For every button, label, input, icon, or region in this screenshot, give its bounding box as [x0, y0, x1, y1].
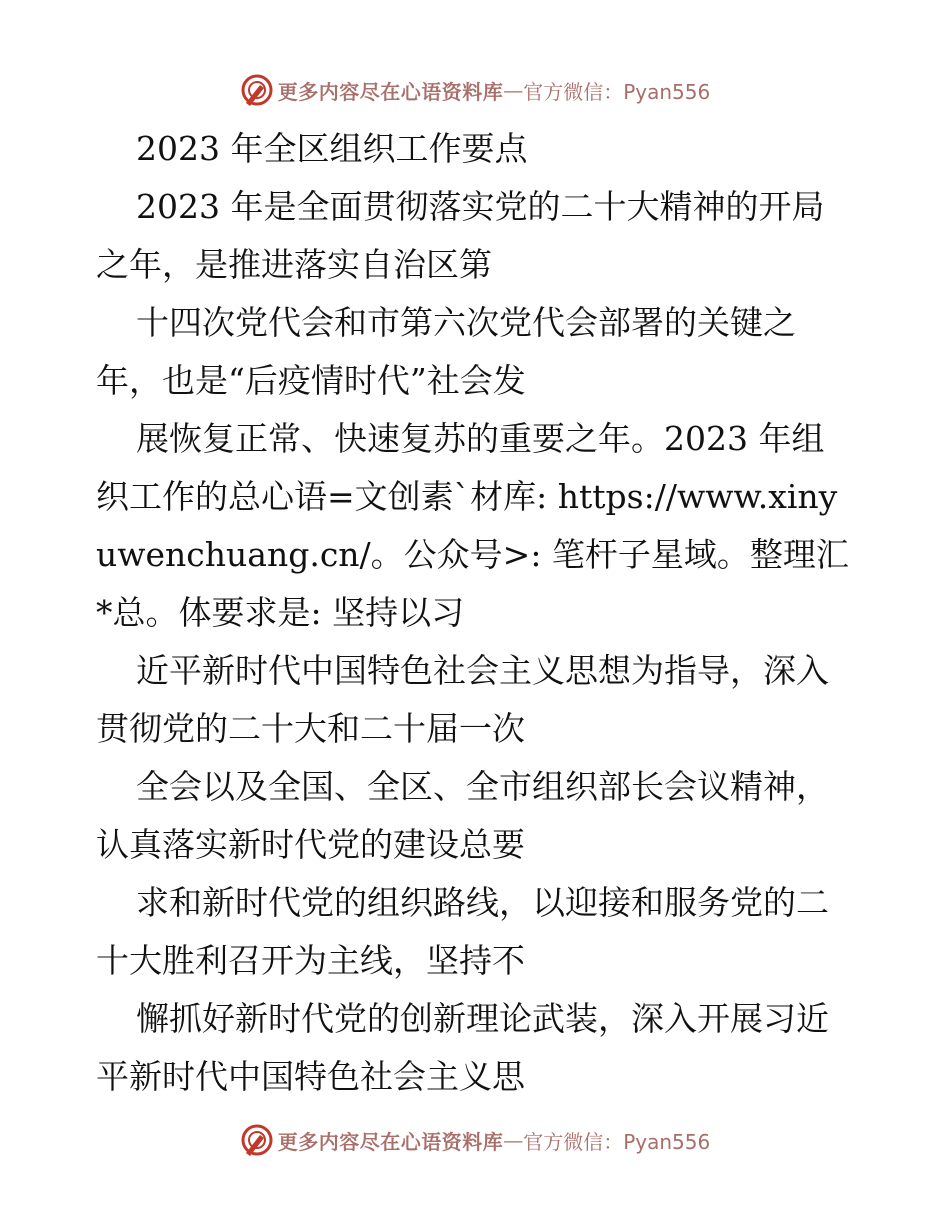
document-title: 2023 年全区组织工作要点	[136, 129, 528, 168]
banner-separator: —	[503, 78, 524, 102]
paragraph-5: 全会以及全国、全区、全市组织部长会议精神，认真落实新时代党的建设总要	[96, 767, 829, 864]
header-watermark-banner	[0, 70, 950, 110]
banner-main-text: 更多内容尽在心语资料库	[277, 79, 504, 104]
banner-main-text: 更多内容尽在心语资料库	[277, 1129, 504, 1154]
red-circle-pen-icon	[240, 73, 274, 107]
footer-watermark-banner	[0, 1120, 950, 1160]
banner-separator: —	[503, 1128, 524, 1152]
paragraph-6: 求和新时代党的组织路线，以迎接和服务党的二十大胜利召开为主线，坚持不	[96, 883, 829, 980]
paragraph-1: 2023 年是全面贯彻落实党的二十大精神的开局之年，是推进落实自治区第	[96, 187, 825, 284]
document-body	[96, 120, 856, 1106]
paragraph-2: 十四次党代会和市第六次党代会部署的关键之年，也是“后疫情时代”社会发	[96, 303, 796, 400]
banner-contact: 官方微信：Pyan556	[523, 79, 711, 104]
banner-contact: 官方微信：Pyan556	[523, 1129, 711, 1154]
red-circle-pen-icon	[240, 1123, 274, 1157]
paragraph-7: 懈抓好新时代党的创新理论武装，深入开展习近平新时代中国特色社会主义思	[96, 999, 829, 1096]
paragraph-3: 展恢复正常、快速复苏的重要之年。2023 年组织工作的总心语=文创素`材库: https://www.xinyuwenchuang.cn/。公众号>: 笔杆子星域。整理汇*总。体要求是: 坚持以习	[96, 419, 849, 632]
paragraph-4: 近平新时代中国特色社会主义思想为指导，深入贯彻党的二十大和二十届一次	[96, 651, 829, 748]
